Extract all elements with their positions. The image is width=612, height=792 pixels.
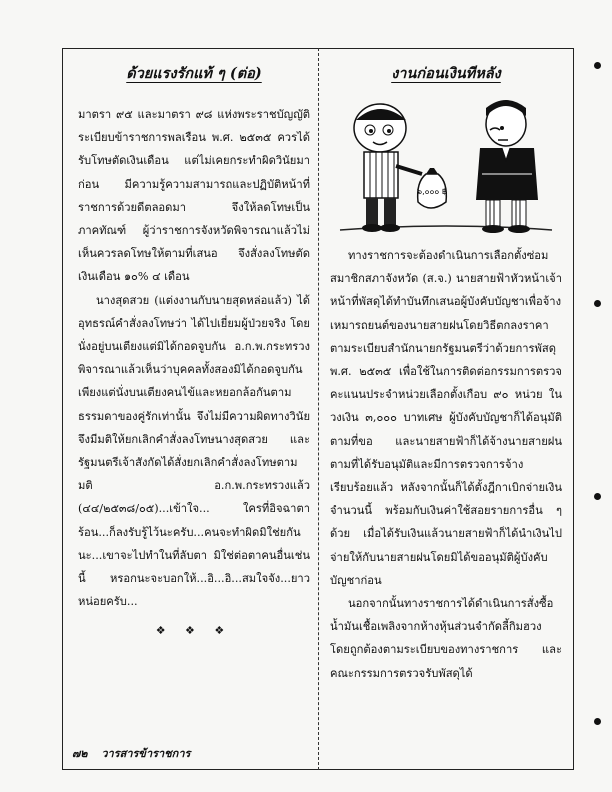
binder-hole (594, 493, 601, 500)
page-footer (72, 744, 200, 762)
cartoon-character-left (354, 104, 422, 232)
left-column-title: ด้วยแรงรักแท้ ๆ (ต่อ) (126, 65, 262, 82)
right-paragraph: นอกจากนั้นทางราชการได้ดำเนินการสั่งซื้อน้ำมันเชื้อเพลิงจากห้างหุ้นส่วนจำกัดลี้กิมฮวง โดยถูกต้องตามระเบียบของทางราชการ และคณะกรรมการตรวจรับพัสดุได้ (330, 597, 562, 680)
binder-hole (594, 300, 601, 307)
cartoon-illustration (330, 90, 562, 240)
right-column (330, 58, 562, 685)
cartoon-character-right (476, 100, 538, 233)
binder-hole (594, 718, 601, 725)
left-paragraph: มาตรา ๙๕ และมาตรา ๙๘ แห่งพระราชบัญญัติระเบียบข้าราชการพลเรือน พ.ศ. ๒๕๓๕ ควรได้รับโทษตัดเงินเดือน แต่ไม่เคยกระทำผิดวินัยมาก่อน มีความรู้ความสามารถและปฏิบัติหน้าที่ราชการด้วยดีตลอดมา จึงให้ลดโทษเป็นภาคทัณฑ์ ผู้ว่าราชการจังหวัดพิจารณาแล้วไม่เห็นควรลดโทษให้ตามที่เสนอ จึงสั่งลงโทษตัดเงินเดือน ๑๐% ๔ เดือน (78, 108, 310, 284)
left-paragraph: นางสุดสวย (แต่งงานกับนายสุดหล่อแล้ว) ได้อุทธรณ์คำสั่งลงโทษว่า ได้ไปเยี่ยมผู้ป่วยจริง โดยนั่งอยู่บนเตียงแต่มิได้กอดจูบกัน อ.ก.พ.กระทรวง พิจารณาแล้วเห็นว่าบุคคลทั้งสองมิได้กอดจูบกัน เพียงแต่นั่งบนเตียงคนไข้และหยอกล้อกันตามธรรมดาของคู่รักเท่านั้น จึงไม่มีความผิดทางวินัย จึงมีมติให้ยกเลิกคำสั่งลงโทษนางสุดสวย และรัฐมนตรีเจ้าสังกัดได้สั่งยกเลิกคำสั่งลงโทษตามมติ อ.ก.พ.กระทรวงแล้ว (๔๔/๒๕๓๘/๐๕)...เข้าใจ... ใครที่อิจฉาตาร้อน...ก็ลงรับรู้ไว้นะครับ...คนจะทำผิดมิใช่ยกันนะ...เขาจะไปทำในที่ลับตา มิใช่ต่อตาคนอื่นเช่นนี้ หรอกนะจะบอกให้...อิ...อิ...สมใจจัง...ยาวหน่อยครับ... (78, 293, 310, 609)
money-bag-label: ๖,๐๐๐ ฿ (417, 187, 447, 196)
right-column-title: งานก่อนเงินทีหลัง (391, 65, 501, 82)
section-end-ornament: ❖ ❖ ❖ (155, 624, 233, 638)
binder-hole (594, 62, 601, 69)
right-paragraph: ทางราชการจะต้องดำเนินการเลือกตั้งซ่อมสมาชิกสภาจังหวัด (ส.จ.) นายสายฟ้าหัวหน้าเจ้าหน้าที่พัสดุได้ทำบันทึกเสนอผู้บังคับบัญชาเพื่อจ้างเหมารถยนต์ของนายสายฝนโดยวิธีตกลงราคาตามระเบียบสำนักนายกรัฐมนตรีว่าด้วยการพัสดุ พ.ศ. ๒๕๓๕ เพื่อใช้ในการติดต่อกรรมการตรวจคะแนนประจำหน่วยเลือกตั้งเกือบ ๙๐ หน่วย ในวงเงิน ๓,๐๐๐ บาทเศษ ผู้บังคับบัญชาก็ได้อนุมัติตามที่ขอ และนายสายฟ้าก็ได้จ้างนายสายฝนตามที่ได้รับอนุมัติและมีการตรวจการจ้างเรียบร้อยแล้ว หลังจากนั้นก็ได้ตั้งฎีกาเบิกจ่ายเงินจำนวนนี้ พร้อมกับเงินค่าใช้สอยรายการอื่น ๆ ด้วย เมื่อได้รับเงินแล้วนายสายฟ้าก็ได้นำเงินไปจ่ายให้กับนายสายฝนโดยมิได้ขออนุมัติผู้บังคับบัญชาก่อน (330, 249, 562, 587)
column-divider (318, 48, 319, 770)
left-column (78, 58, 310, 643)
publication-name: วารสารข้าราชการ (101, 747, 191, 760)
page-number: ๗๒ (72, 747, 88, 760)
